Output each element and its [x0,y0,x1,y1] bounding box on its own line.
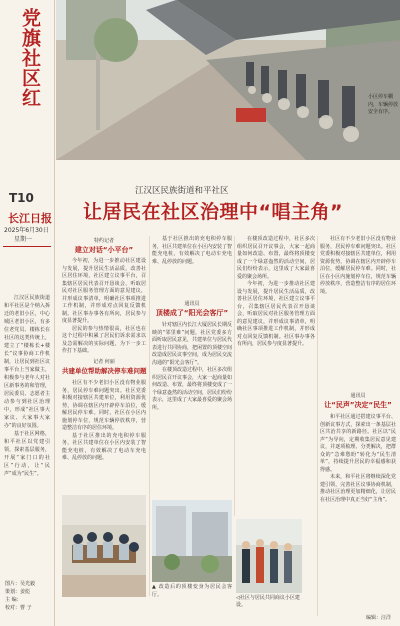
issue-date: 2025年6月30日 [4,227,49,234]
rooftop-photo [152,500,232,582]
section-subhead: 共建单位帮助解决停车难问题 [62,367,147,375]
credit-line: 图片：吴光毅 [5,581,36,587]
section-subhead: 建立对话“小平台” [74,246,134,254]
kicker-title: 江汉区民族街道和平社区 [135,186,229,196]
column-divider [54,0,55,626]
section-paragraph: 和平社区通过搭建议事平台、创新议事方式，探索出一条基层社区共治共享的新路径。社区以“民声”为导向，定期收集居民意见建议，并逐项梳理、分类解决，把群众的“急难愁盼”转化为“民生清单”，持续提升居民的幸福感和获得感。 [320,414,396,473]
intro-paragraph: 江汉区民族街道和平社区是个纳入拆迁的老旧小区，中心城区老旧小区，有多位老党员、楼栋长在社区的这类传统上，建立了“楼栋长+楼长”议事协商工作机制，让居民到社区议事平台上当家做主，积极参与老年人对社区新事务的和管理，居民委员、志愿者主动参与到社区治理中，形成“社区事大家议、大家事大家办”的良好氛围。 [4,295,50,429]
section-paragraph: 在楼顶改造过程中，社区多次组织居民召开议事会，大家一起商量如何改造、布置，最终将顶楼变成了一个绿意盎然的活动空间，居民们纷纷表示，这里成了大家最喜爱的聚会场所。 [152,367,233,411]
byline: 通讯员 [184,301,200,307]
headline: 让居民在社区治理中“唱主角” [83,201,343,223]
meeting-illustration [62,495,146,597]
section-paragraph: 今年初，为进一步推动社区建设与发展，提升居民生活品质，改善社区居住环境，社区建立议事平台，召集辖区居民代表召开恳谈会，听取居民对社区服务管理方面的意见建议，并形成议事清单，明确社区事项推进工作机制，并形成对点回复反馈机制。社区事办事各有所向，居民参与度显著提升。 [62,258,146,324]
column-divider [317,236,318,616]
column-divider [149,236,150,596]
masthead-title: 党旗社区红 [19,8,41,108]
main-photo-bike-shed [56,0,400,160]
section-paragraph: 居民的参与热情很高，社区也在这个过程中积累了居民们诉求需求以及急需解决的实际问题，为下一步工作打下基础。 [62,325,146,354]
section-paragraph: 在楼顶改造过程中，社区多次组织居民召开议事会，大家一起商量如何改造、布置，最终将顶楼变成了一个绿意盎然的活动空间，居民们纷纷表示，这里成了大家最喜爱的聚会场所。 [237,236,315,280]
left-rule-divider [3,246,51,247]
intro-paragraph: 基于社区网格，和平社区以党建引领，探索基层服务，开展“家门口的社区”行动，让“民声”成为“民生”。 [4,431,50,477]
section-paragraph: 针对辖区内长江大厦居民长期反映的“邻里难”问题，社区党委多方面听取居民意见，共建单位与居民代表进行共同协商，把闲置的顶楼空间改造成居民议事空间，成为居民交流沟通的“阳光会客厅”。 [152,322,233,366]
section-paragraph: 未来，和平社区将继续深化党建引领，完善社区议事协商机制，推动社区治理更加精细化，让居民在社区治理中真正当好“主角”。 [320,474,396,503]
editor-signature: 编辑：汪洋 [366,615,392,621]
section-subhead: 让“民声”决定“民生” [324,401,392,409]
discussion-caption: ◁社区与居民共同商议小区建设。 [236,595,300,608]
byline: 通讯员 [350,393,366,399]
intro-text [4,294,50,478]
bike-shed-illustration [56,0,400,160]
issue-weekday: 星期一 [14,236,33,243]
rooftop-illustration [152,500,232,582]
byline: 特约记者 [93,238,114,244]
credit-line: 策划：姜彪 [5,589,31,595]
section-subhead: 顶楼成了“阳光会客厅” [155,309,229,317]
section-paragraph: 社区有不少老旧小区没有物业服务，居民停车难问题突出。社区党委积极对接辖区共建单位，利用资源优势，协调在辖区内开辟停车泊位，缓解居民停车难。同时，社区在小区内施划停车位，规范车辆停放秩序，营造整洁有序的居住环境。 [320,236,396,295]
credit-line: 校对：曹 子 [5,605,32,611]
page-number: T10 [9,191,34,205]
section-paragraph: 基于社区推出的充电积停车服务，社区共建单位在小区内安装了智能充电桩，有效解决了电动车充电难、乱停放的问题。 [62,432,146,461]
credits-block [5,580,49,612]
column-divider [234,236,235,516]
section-paragraph: 今年初，为进一步推动社区建设与发展，提升居民生活品质，改善社区居住环境，社区建立议事平台，召集辖区居民代表召开恳谈会，听取居民对社区服务管理方面的意见建议，并形成议事清单，明确社区事项推进工作机制，并形成对点回复反馈机制。社区事办事各有所向，居民参与度显著提升。 [237,281,315,347]
section-paragraph: 基于社区推出的充电积停车服务，社区共建单位在小区内安装了智能充电桩，有效解决了电动车充电难、乱停放的问题。 [152,236,233,265]
section-paragraph: 社区有不少老旧小区没有物业服务，居民停车难问题突出。社区党委积极对接辖区共建单位，利用资源优势，协调在辖区内开辟停车泊位，缓解居民停车难。同时，社区在小区内施划停车位，规范车辆停放秩序，营造整洁有序的居住环境。 [62,380,146,431]
main-photo-caption: 小区停车棚内，车辆停放安全有序。 [368,94,399,115]
byline: 记者 何丽 [93,359,115,365]
meeting-photo [62,495,146,597]
paper-name: 长江日报 [8,212,52,225]
discussion-photo [236,519,302,603]
discussion-illustration [236,519,302,593]
rooftop-caption: ▲ 改造后的顶楼变身为居民会客厅。 [152,584,232,598]
credit-line: 主 编： [5,597,22,603]
